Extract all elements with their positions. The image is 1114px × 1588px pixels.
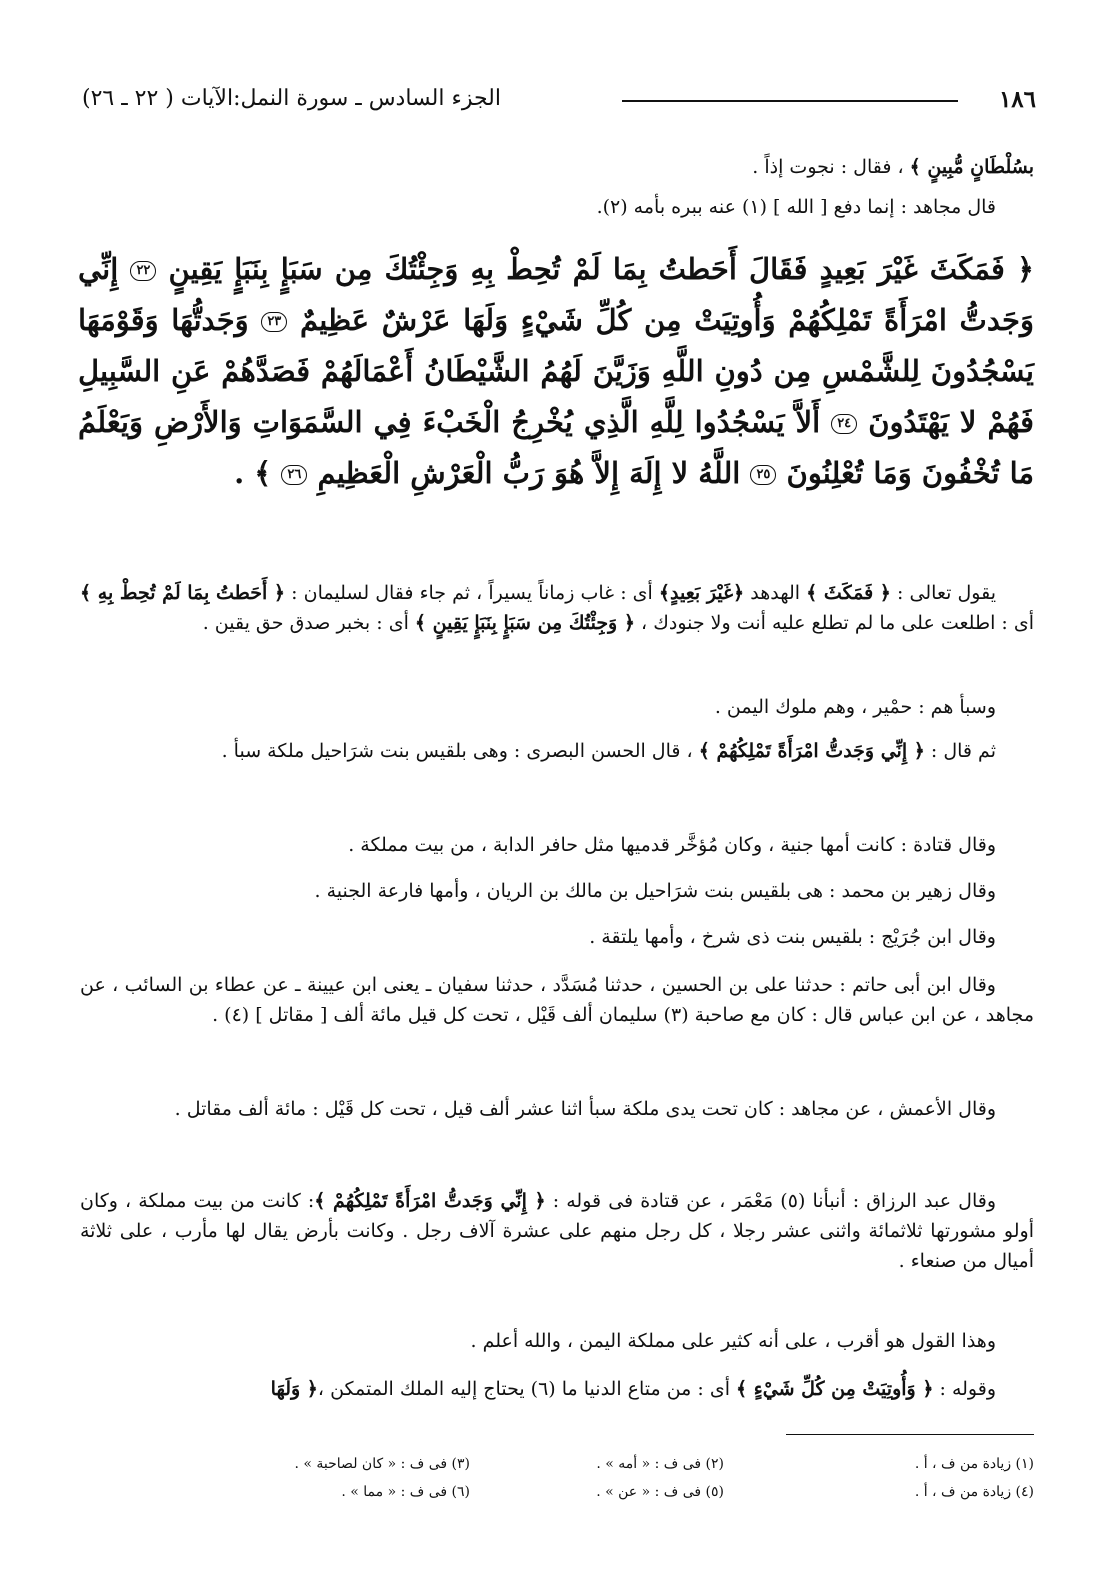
footnote-4: (٤) زيادة من ف ، أ .: [914, 1484, 1034, 1500]
verse-23: إِنِّي وَجَدتُّ امْرَأَةً تَمْلِكُهُمْ وَأُوتِيَتْ مِن كُلِّ شَيْءٍ وَلَهَا عَرْشٌ عَظِيمٌ: [78, 252, 1034, 337]
verse-number-23: ٢٣: [261, 312, 287, 332]
paragraph-11: [80, 1374, 1034, 1404]
paragraph-1: [80, 578, 1034, 638]
paragraph-7: وقال ابن أبى حاتم : حدثنا على بن الحسين ، حدثنا مُسَدَّد ، حدثنا سفيان ـ يعنى ابن عيينة ـ عن عطاء بن السائب ، عن مجاهد ، عن ابن عباس قال : كان مع صاحبة (٣) سليمان ألف قَيْل ، تحت كل قيل مائة ألف [ مقاتل ] (٤) .: [80, 974, 1034, 1026]
text: الهدهد: [744, 582, 807, 604]
verse-close: ﴾ .: [234, 456, 272, 490]
footnote-1: (١) زيادة من ف ، أ .: [914, 1456, 1034, 1472]
verse-24: وَجَدتُّهَا وَقَوْمَهَا يَسْجُدُونَ لِلشَّمْسِ مِن دُونِ اللَّهِ وَزَيَّنَ لَهُمُ الشَّيْطَانُ أَعْمَالَهُمْ فَصَدَّهُمْ عَنِ السَّبِيلِ فَهُمْ لا يَهْتَدُونَ: [78, 303, 1034, 439]
verse-number-26: ٢٦: [281, 465, 307, 485]
text: ثم قال :: [924, 740, 996, 762]
paragraph-6: وقال ابن جُرَيْج : بلقيس بنت ذى شرخ ، وأمها يلتقة .: [589, 926, 996, 948]
verse-26: اللَّهُ لا إِلَهَ إِلاَّ هُوَ رَبُّ الْعَرْشِ الْعَظِيمِ: [317, 456, 741, 490]
text: أى : اطلعت على ما لم تطلع عليه أنت ولا جنودك ،: [634, 612, 1034, 634]
verse-number-22: ٢٢: [130, 261, 156, 281]
paragraph-4: وقال قتادة : كانت أمها جنية ، وكان مُؤخَّر قدميها مثل حافر الدابة ، من بيت مملكة .: [348, 834, 996, 856]
footnote-3: (٣) فى ف : « كان لصاحبة » .: [294, 1456, 470, 1472]
footnote-2: (٢) فى ف : « أمه » .: [596, 1456, 724, 1472]
paragraph-2: وسبأ هم : حمْير ، وهم ملوك اليمن .: [714, 696, 996, 718]
header-rule: [622, 100, 958, 102]
quran-quote: ﴿ وَأُوتِيَتْ مِن كُلِّ شَيْءٍ ﴾: [736, 1378, 934, 1400]
footnote-5: (٥) فى ف : « عن » .: [596, 1484, 724, 1500]
quran-quote: ﴿ فَمَكَثَ ﴾: [806, 582, 891, 604]
running-title: الجزء السادس ـ سورة النمل:الآيات ( ٢٢ ـ ٢٦): [82, 86, 501, 111]
text: يقول تعالى :: [890, 582, 996, 604]
text: ، قال الحسن البصرى : وهى بلقيس بنت شرَاحيل ملكة سبأ .: [221, 740, 699, 762]
quran-quote: ﴿ وَلَهَا: [270, 1378, 318, 1400]
footnote-row-1: [154, 1456, 1034, 1478]
paragraph-5: وقال زهير بن محمد : هى بلقيس بنت شرَاحيل بن مالك بن الريان ، وأمها فارعة الجنية .: [314, 880, 996, 902]
page-number: ١٨٦: [998, 86, 1036, 113]
footnote-rule: [786, 1434, 1034, 1435]
text: وقوله :: [933, 1378, 996, 1400]
quran-quote: ﴿غَيْرَ بَعِيدٍ﴾: [658, 582, 745, 604]
intro-text: ، فقال : نجوت إذاً .: [752, 156, 910, 178]
verse-22: ﴿ فَمَكَثَ غَيْرَ بَعِيدٍ فَقَالَ أَحَطتُ بِمَا لَمْ تُحِطْ بِهِ وَجِئْتُكَ مِن سَبَإٍ بِنَبَإٍ يَقِينٍ: [168, 252, 1034, 286]
text: : كانت من بيت مملكة ، وكان أولو مشورتها ثلاثمائة واثنى عشر رجلا ، كل رجل منهم على عشرة آلاف رجل . وكانت بأرض يقال لها مأرب ، على ثلاثة أميال من صنعاء .: [80, 1190, 1034, 1272]
quran-verses-block: [78, 244, 1034, 499]
intro-line-1: [80, 152, 1034, 182]
footnote-6: (٦) فى ف : « مما » .: [341, 1484, 470, 1500]
quran-quote: ﴿ إِنِّي وَجَدتُّ امْرَأَةً تَمْلِكُهُمْ ﴾: [698, 740, 925, 762]
text: أى : غاب زماناً يسيراً ، ثم جاء فقال لسليمان :: [285, 582, 659, 604]
paragraph-8: وقال الأعمش ، عن مجاهد : كان تحت يدى ملكة سبأ اثنا عشر ألف قيل ، تحت كل قَيْل : مائة ألف مقاتل .: [174, 1098, 996, 1120]
verse-number-25: ٢٥: [750, 465, 776, 485]
paragraph-10: وهذا القول هو أقرب ، على أنه كثير على مملكة اليمن ، والله أعلم .: [470, 1330, 996, 1352]
quran-quote: بسُلْطَانٍ مُّبِينٍ ﴾: [909, 156, 1034, 178]
running-header: [82, 86, 1036, 126]
verse-25: أَلاَّ يَسْجُدُوا لِلَّهِ الَّذِي يُخْرِجُ الْخَبْءَ فِي السَّمَوَاتِ وَالأَرْضِ وَيَعْلَمُ مَا تُخْفُونَ وَمَا تُعْلِنُونَ: [78, 405, 1034, 490]
paragraph-3: [80, 736, 1034, 766]
paragraph-9: [80, 1186, 1034, 1276]
quran-quote: ﴿ وَجِئْتُكَ مِن سَبَإٍ بِنَبَإٍ يَقِينٍ ﴾: [414, 612, 635, 634]
verse-number-24: ٢٤: [831, 414, 857, 434]
text: أى : بخبر صدق حق يقين .: [202, 612, 415, 634]
text: أى : من متاع الدنيا ما (٦) يحتاج إليه الملك المتمكن ،: [317, 1378, 737, 1400]
footnote-row-2: [154, 1484, 1034, 1506]
quran-quote: ﴿ أَحَطتُ بِمَا لَمْ تُحِطْ بِهِ ﴾: [80, 582, 286, 604]
text: وقال عبد الرزاق : أنبأنا (٥) مَعْمَر ، عن قتادة فى قوله :: [545, 1190, 997, 1212]
quran-quote: ﴿ إِنِّي وَجَدتُّ امْرَأَةً تَمْلِكُهُمْ ﴾: [314, 1190, 546, 1212]
intro-line-2: قال مجاهد : إنما دفع [ الله ] (١) عنه ببره بأمه (٢).: [596, 196, 996, 218]
